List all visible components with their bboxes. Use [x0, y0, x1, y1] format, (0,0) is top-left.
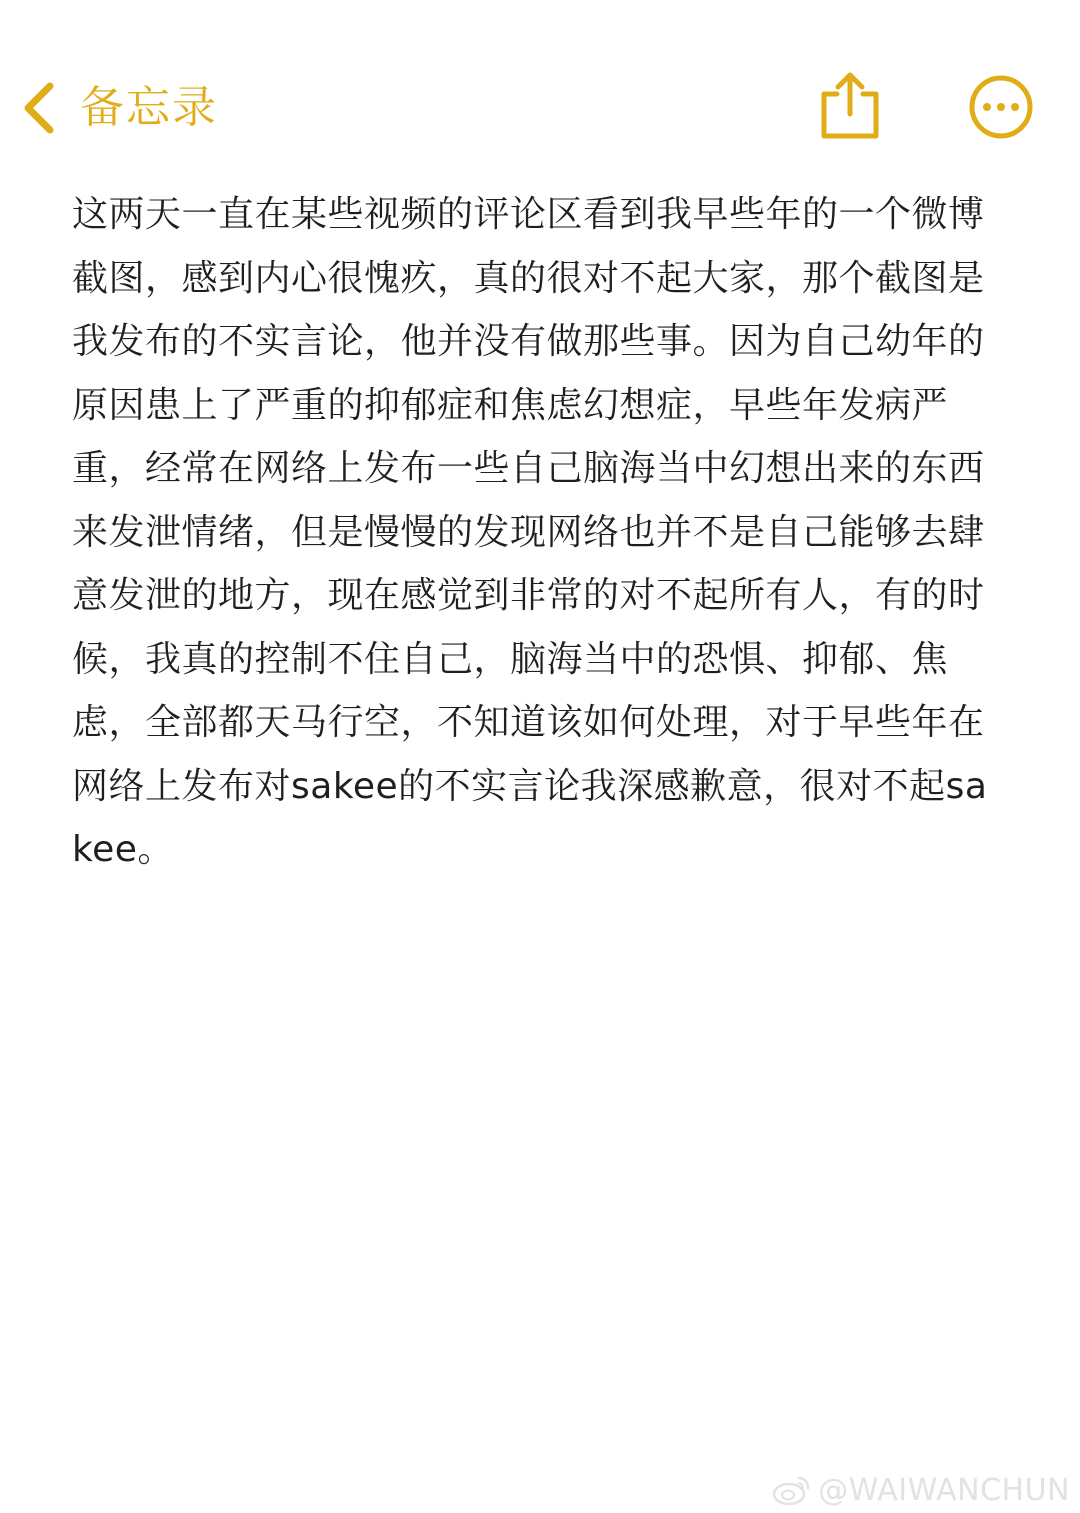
share-icon: [815, 127, 885, 146]
back-button[interactable]: [18, 72, 218, 144]
note-body[interactable]: 这两天一直在某些视频的评论区看到我早些年的一个微博截图，感到内心很愧疚，真的很对不起大家，那个截图是我发布的不实言论，他并没有做那些事。因为自己幼年的原因患上了严重的抑郁症和焦虑幻想症，早些年发病严重，经常在网络上发布一些自己脑海当中幻想出来的东西来发泄情绪，但是慢慢的发现网络也并不是自己能够去肆意发泄的地方，现在感觉到非常的对不起所有人，有的时候，我真的控制不住自己，脑海当中的恐惧、抑郁、焦虑，全部都天马行空，不知道该如何处理，对于早些年在网络上发布对sakee的不实言论我深感歉意，很对不起sakee。: [72, 194, 988, 870]
navigation-bar: [0, 0, 1080, 170]
more-button[interactable]: [968, 74, 1034, 140]
back-label: 备忘录: [80, 82, 218, 133]
share-button[interactable]: [815, 70, 885, 142]
watermark-text: @WAIWANCHUN: [818, 1472, 1070, 1508]
chevron-left-icon: [18, 80, 58, 136]
ellipsis-circle-icon: [968, 125, 1034, 144]
weibo-logo-icon: [772, 1474, 818, 1506]
watermark: [772, 1468, 1070, 1512]
